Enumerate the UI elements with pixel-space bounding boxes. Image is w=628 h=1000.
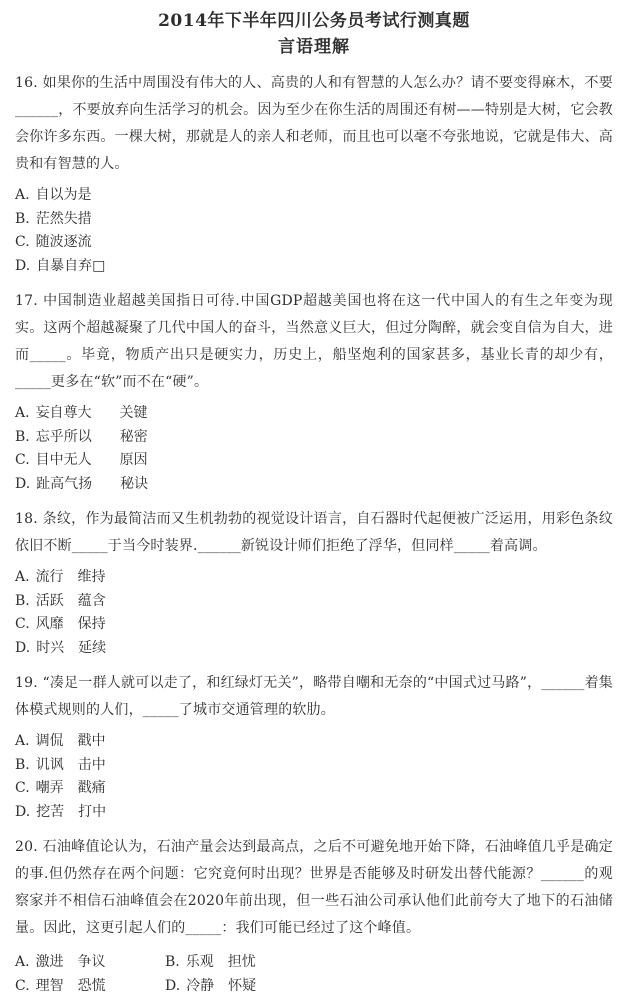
- option-text: 趾高气扬 秘诀: [36, 475, 149, 492]
- option-text: 自以为是: [35, 187, 92, 203]
- option-row: [15, 255, 613, 279]
- option-row: [15, 184, 613, 208]
- option-label: C.: [15, 978, 30, 994]
- option-text: 随波逐流: [35, 234, 92, 250]
- question-stem: 18. 条纹，作为最简洁而又生机勃勃的视觉设计语言，自石器时代起便被广泛运用，用彩色条纹依旧不断_____于当今时装界.______新锐设计师们拒绝了浮华，但同样_____着高调。: [15, 511, 613, 554]
- option-row: [15, 208, 613, 232]
- question-17: [15, 288, 613, 496]
- option-text: 目中无人 原因: [35, 452, 148, 468]
- option-label: C.: [15, 452, 30, 468]
- option-text: 忘乎所以 秘密: [35, 428, 148, 445]
- option-label: D.: [15, 475, 31, 492]
- option-label: A.: [15, 954, 30, 970]
- option-text: 风靡 保持: [35, 616, 106, 632]
- question-16: [15, 70, 613, 278]
- option-text: 激进 争议: [35, 954, 106, 970]
- options-list: [15, 566, 613, 660]
- options-list: [15, 950, 613, 998]
- options-list: [15, 184, 613, 278]
- option-label: A.: [15, 733, 30, 749]
- option-label: C.: [15, 616, 30, 632]
- option-row: [15, 566, 613, 590]
- option-text: 理智 恐慌: [35, 978, 106, 994]
- option-row: [15, 426, 613, 450]
- option-label: D.: [165, 978, 181, 994]
- option-text: 讥讽 击中: [35, 756, 106, 773]
- option-text: 茫然失措: [35, 210, 92, 227]
- option-row: [15, 449, 613, 473]
- option-text: 挖苦 打中: [36, 803, 107, 820]
- option-row: [15, 473, 613, 497]
- option-label: B.: [15, 428, 30, 445]
- page-subtitle: 言语理解: [278, 37, 350, 57]
- option-row: [15, 402, 613, 426]
- option-text: 流行 维持: [35, 569, 106, 585]
- option-row: [15, 974, 165, 998]
- option-row: [15, 801, 613, 825]
- option-label: A.: [15, 569, 30, 585]
- option-label: D.: [15, 639, 31, 656]
- option-text: 冷静 怀疑: [186, 978, 257, 994]
- option-label: A.: [15, 187, 30, 203]
- page-title: 2014年下半年四川公务员考试行测真题: [158, 11, 470, 31]
- option-label: C.: [15, 234, 30, 250]
- option-row: [15, 730, 613, 754]
- option-text: 时兴 延续: [36, 639, 107, 656]
- doc-header: [15, 8, 613, 60]
- option-row: [165, 974, 613, 998]
- option-label: B.: [15, 756, 30, 773]
- option-label: B.: [165, 954, 180, 970]
- question-stem: 16. 如果你的生活中周围没有伟大的人、高贵的人和有智慧的人怎么办？请不要变得麻木，不要______，不要放弃向生活学习的机会。因为至少在你生活的周围还有树——特别是大树，它会教会你许多东西。一棵大树，那就是人的亲人和老师，而且也可以毫不夸张地说，它就是伟大、高贵和有智慧的人。: [15, 75, 613, 172]
- option-label: C.: [15, 780, 30, 796]
- option-label: D.: [15, 803, 31, 820]
- option-row: [165, 950, 613, 974]
- option-row: [15, 590, 613, 614]
- option-text: 活跃 蕴含: [35, 592, 106, 609]
- option-text: 嘲弄 戳痛: [35, 780, 106, 796]
- option-row: [15, 637, 613, 661]
- option-row: [15, 754, 613, 778]
- question-20: [15, 834, 613, 998]
- option-text: 调侃 戳中: [35, 733, 106, 749]
- question-18: [15, 506, 613, 660]
- option-label: D.: [15, 257, 31, 274]
- question-19: [15, 670, 613, 824]
- question-stem: 20. 石油峰值论认为，石油产量会达到最高点，之后不可避免地开始下降，石油峰值几乎是确定的事.但仍然存在两个问题：它究竟何时出现？世界是否能够及时研发出替代能源？______的观察家并不相信石油峰值会在2020年前出现，但一些石油公司承认他们此前夸大了地下的石油储量。因此，这更引起人们的_____：我们可能已经过了这个峰值。: [15, 839, 613, 936]
- option-row: [15, 950, 165, 974]
- option-text: 乐观 担忧: [185, 954, 256, 970]
- question-stem: 19. “凑足一群人就可以走了，和红绿灯无关”，略带自嘲和无奈的“中国式过马路”，______着集体模式规则的人们，_____了城市交通管理的软肋。: [15, 675, 613, 718]
- options-list: [15, 730, 613, 824]
- option-text: 妄自尊大 关键: [35, 405, 148, 421]
- option-row: [15, 231, 613, 255]
- options-list: [15, 402, 613, 496]
- option-row: [15, 777, 613, 801]
- option-label: B.: [15, 210, 30, 227]
- option-label: A.: [15, 405, 30, 421]
- option-label: B.: [15, 592, 30, 609]
- option-text: 自暴自弃□: [36, 257, 106, 274]
- option-row: [15, 613, 613, 637]
- question-stem: 17. 中国制造业超越美国指日可待.中国GDP超越美国也将在这一代中国人的有生之年变为现实。这两个超越凝聚了几代中国人的奋斗，当然意义巨大，但过分陶醉，就会变自信为自大，进而_____。毕竟，物质产出只是硬实力，历史上，船坚炮利的国家甚多，基业长青的却少有，_____更多在“软”而不在“硬”。: [15, 293, 613, 390]
